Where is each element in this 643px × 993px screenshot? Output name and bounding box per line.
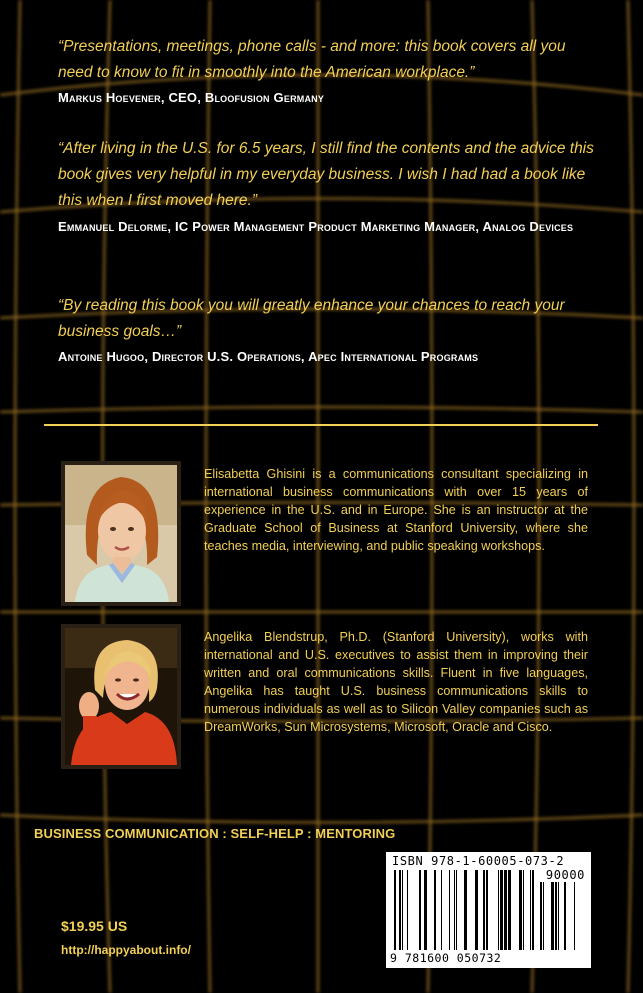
barcode-bar xyxy=(540,882,542,950)
barcode-bar xyxy=(564,882,566,950)
price-label: $19.95 US xyxy=(61,918,128,934)
barcode-bar xyxy=(475,870,478,950)
barcode-bar xyxy=(441,870,442,950)
publisher-url[interactable]: http://happyabout.info/ xyxy=(61,943,191,957)
barcode-bar xyxy=(483,870,485,950)
barcode-bar xyxy=(558,882,559,950)
section-divider xyxy=(44,424,598,426)
barcode-bar xyxy=(464,870,467,950)
barcode-bar xyxy=(449,870,450,950)
author-2-photo-frame xyxy=(61,624,181,769)
quote-3-attribution: Antoine Hugoo, Director U.S. Operations, Apec International Programs xyxy=(58,349,479,364)
barcode-bar xyxy=(424,870,427,950)
barcode-bar xyxy=(523,870,524,950)
barcode-bar xyxy=(530,870,531,950)
barcode-bar xyxy=(394,870,396,950)
barcode-bar xyxy=(532,870,534,950)
barcode-bar xyxy=(500,870,503,950)
author-1-bio: Elisabetta Ghisini is a communications consultant specializing in international business communications with over 15 years of experience in the U.S. and in Europe. She is an instructor at the Graduate School of Business at Stanford University, where she teaches media, interviewing, and public speaking workshops. xyxy=(204,467,588,553)
author-1-photo xyxy=(65,465,177,602)
barcode-bar xyxy=(454,870,455,950)
quote-2: “After living in the U.S. for 6.5 years, I still find the contents and the advice this book gives very helpful in my everyday business. I wish I had had a book like this when I first moved here.” xyxy=(58,140,594,209)
author-2-bio: Angelika Blendstrup, Ph.D. (Stanford University), works with international and U.S. executives to assist them in improving their written and oral communications skills. Fluent in five languages, Angelika has taught U.S. business communications skills to numerous individuals as well as to Silicon Valley companies such as DreamWorks, Sun Microsystems, Microsoft, Oracle and Cisco. xyxy=(204,630,588,734)
barcode-bar xyxy=(498,870,499,950)
quote-1-attribution: Markus Hoevener, CEO, Bloofusion Germany xyxy=(58,90,325,105)
author-1-photo-frame xyxy=(61,461,181,606)
barcode-bar xyxy=(555,882,557,950)
barcode-bar xyxy=(551,882,554,950)
price-code: 90000 xyxy=(545,868,585,882)
category-label: BUSINESS COMMUNICATION : SELF-HELP : MENTORING xyxy=(34,826,396,841)
barcode-bar xyxy=(434,870,436,950)
ean-number: 9 781600 050732 xyxy=(390,951,502,965)
barcode-bar xyxy=(543,882,544,950)
isbn-barcode xyxy=(386,852,591,968)
barcode-bar xyxy=(419,870,421,950)
quote-1: “Presentations, meetings, phone calls - and more: this book covers all you need to know to fit in smoothly into the American workplace.” xyxy=(58,38,566,81)
barcode-bar xyxy=(574,882,575,950)
barcode-bar xyxy=(504,870,507,950)
quote-2-attribution: Emmanuel Delorme, IC Power Management Product Marketing Manager, Analog Devices xyxy=(58,219,574,234)
isbn-number: ISBN 978-1-60005-073-2 xyxy=(392,854,565,868)
barcode-bar xyxy=(519,870,522,950)
barcode-bar xyxy=(399,870,401,950)
barcode-bar xyxy=(456,870,457,950)
barcode-bar xyxy=(407,870,408,950)
barcode-bar xyxy=(508,870,511,950)
barcode-bar xyxy=(486,870,488,950)
barcode-bar xyxy=(402,870,403,950)
author-2-photo xyxy=(65,628,177,765)
quote-3: “By reading this book you will greatly enhance your chances to reach your business goals…” xyxy=(58,297,565,340)
